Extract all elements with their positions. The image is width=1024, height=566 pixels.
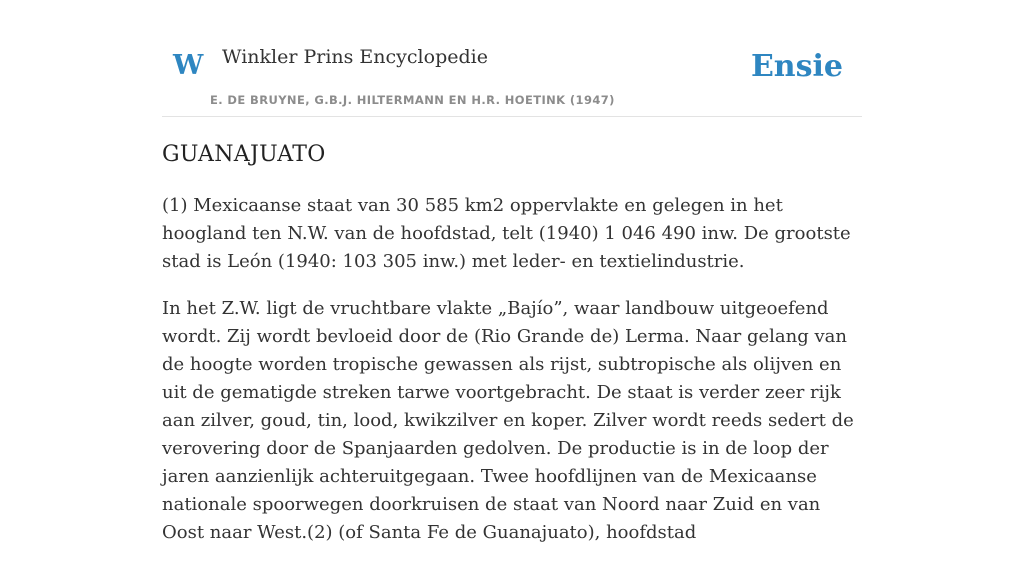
site-header: [162, 0, 862, 117]
entry-title: GUANAJUATO: [162, 142, 326, 167]
entry-content: [162, 140, 862, 566]
site-title[interactable]: Winkler Prins Encyclopedie: [222, 46, 488, 68]
entry-paragraph: In het Z.W. ligt de vruchtbare vlakte „Bajío”, waar landbouw uitgeoefend wordt. Zij wordt bevloeid door de (Rio Grande de) Lerma. Naar gelang van de hoogte worden tropische gewassen als rijst, subtropische als olijven en uit de gematigde streken tarwe voortgebracht. De staat is verder zeer rijk aan zilver, goud, tin, lood, kwikzilver en koper. Zilver wordt reeds sedert de verovering door de Spanjaarden gedolven. De productie is in de loop der jaren aanzienlijk achteruitgegaan. Twee hoofdlijnen van de Mexicaanse nationale spoorwegen doorkruisen de staat van Noord naar Zuid en van Oost naar West.(2) (of Santa Fe de Guanajuato), hoofdstad: [162, 298, 854, 543]
logo-icon[interactable]: W: [173, 50, 204, 81]
authors-byline: E. DE BRUYNE, G.B.J. HILTERMANN EN H.R. HOETINK (1947): [210, 93, 615, 107]
brand-link[interactable]: Ensie: [750, 49, 843, 84]
entry-paragraph: (1) Mexicaanse staat van 30 585 km2 oppervlakte en gelegen in het hoogland ten N.W. van de hoofdstad, telt (1940) 1 046 490 inw. De grootste stad is León (1940: 103 305 inw.) met leder- en textielindustrie.: [162, 195, 851, 272]
